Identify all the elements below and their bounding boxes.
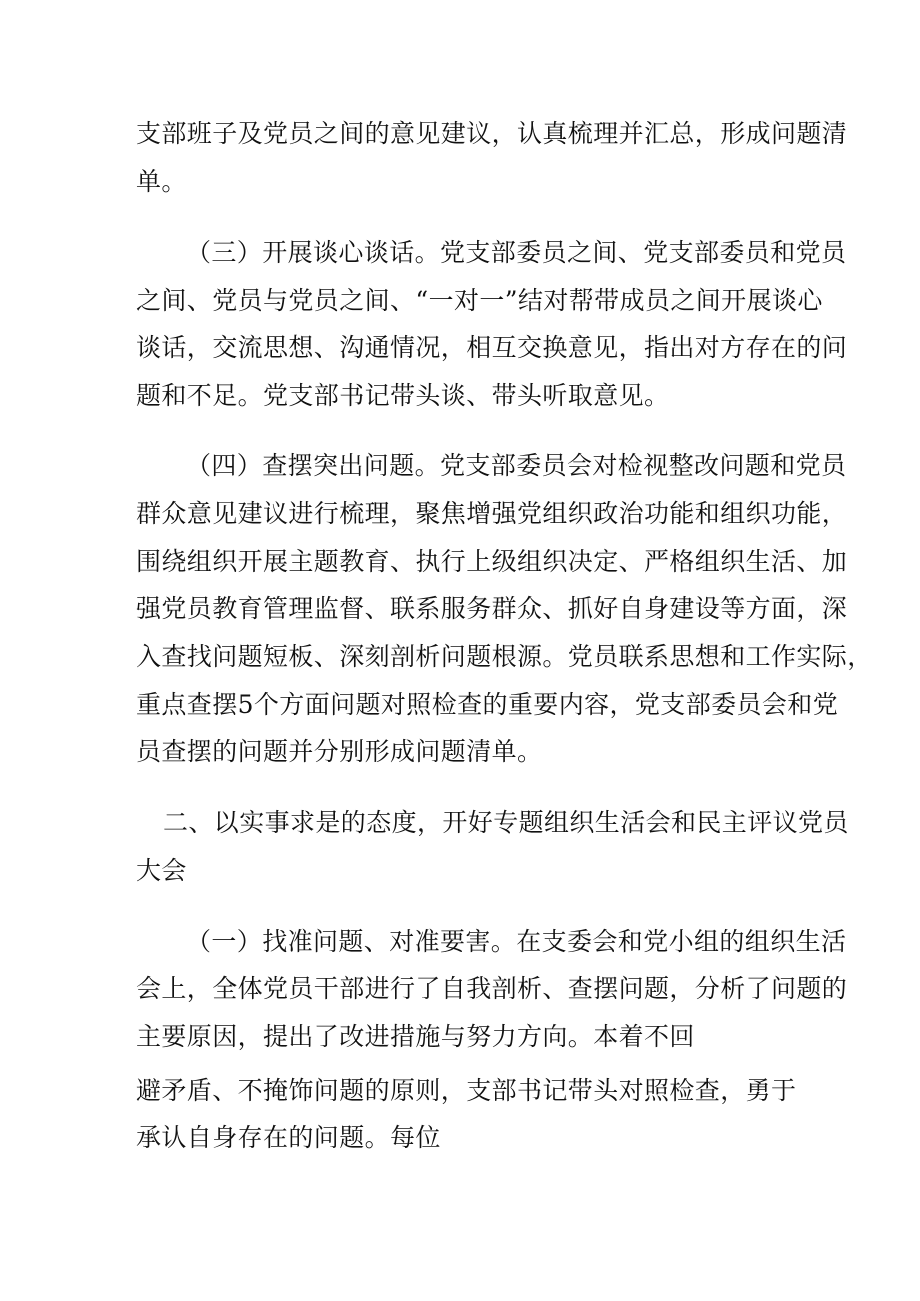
text-line-3: （三）开展谈心谈话。党支部委员之间、党支部委员和党员 (186, 238, 847, 267)
text-line-16: （一）找准问题、对准要害。在支委会和党小组的组织生活 (186, 927, 847, 956)
text-line-11: 入查找问题短板、深刻剖析问题根源。党员联系思想和工作实际， (136, 642, 873, 671)
text-line-1: 支部班子及党员之间的意见建议，认真梳理并汇总，形成问题清 (136, 119, 848, 148)
text-line-9: 围绕组织开展主题教育、执行上级组织决定、严格组织生活、加 (136, 547, 848, 576)
text-line-6: 题和不足。党支部书记带头谈、带头听取意见。 (136, 381, 670, 410)
text-line-5: 谈话，交流思想、沟通情况，相互交换意见，指出对方存在的问 (136, 333, 848, 362)
text-line-19: 避矛盾、不掩饰问题的原则，支部书记带头对照检查，勇于 (136, 1076, 797, 1105)
text-line-17: 会上，全体党员干部进行了自我剖析、查摆问题，分析了问题的 (136, 974, 848, 1003)
section-heading-continued: 大会 (136, 856, 187, 885)
section-heading: 二、以实事求是的态度，开好专题组织生活会和民主评议党员 (163, 808, 849, 837)
text-line-12: 重点查摆5个方面问题对照检查的重要内容，党支部委员会和党 (136, 690, 839, 719)
text-line-2: 单。 (136, 167, 187, 196)
text-line-13: 员查摆的问题并分别形成问题清单。 (136, 737, 543, 766)
text-line-4: 之间、党员与党员之间、“一对一”结对帮带成员之间开展谈心 (136, 286, 823, 315)
text-line-20: 承认自身存在的问题。每位 (136, 1123, 441, 1152)
text-line-8: 群众意见建议进行梳理，聚焦增强党组织政治功能和组织功能， (136, 499, 848, 528)
text-line-18: 主要原因，提出了改进措施与努力方向。本着不回 (136, 1022, 695, 1051)
text-line-7: （四）查摆突出问题。党支部委员会对检视整改问题和党员 (186, 451, 847, 480)
text-line-10: 强党员教育管理监督、联系服务群众、抓好自身建设等方面，深 (136, 594, 848, 623)
